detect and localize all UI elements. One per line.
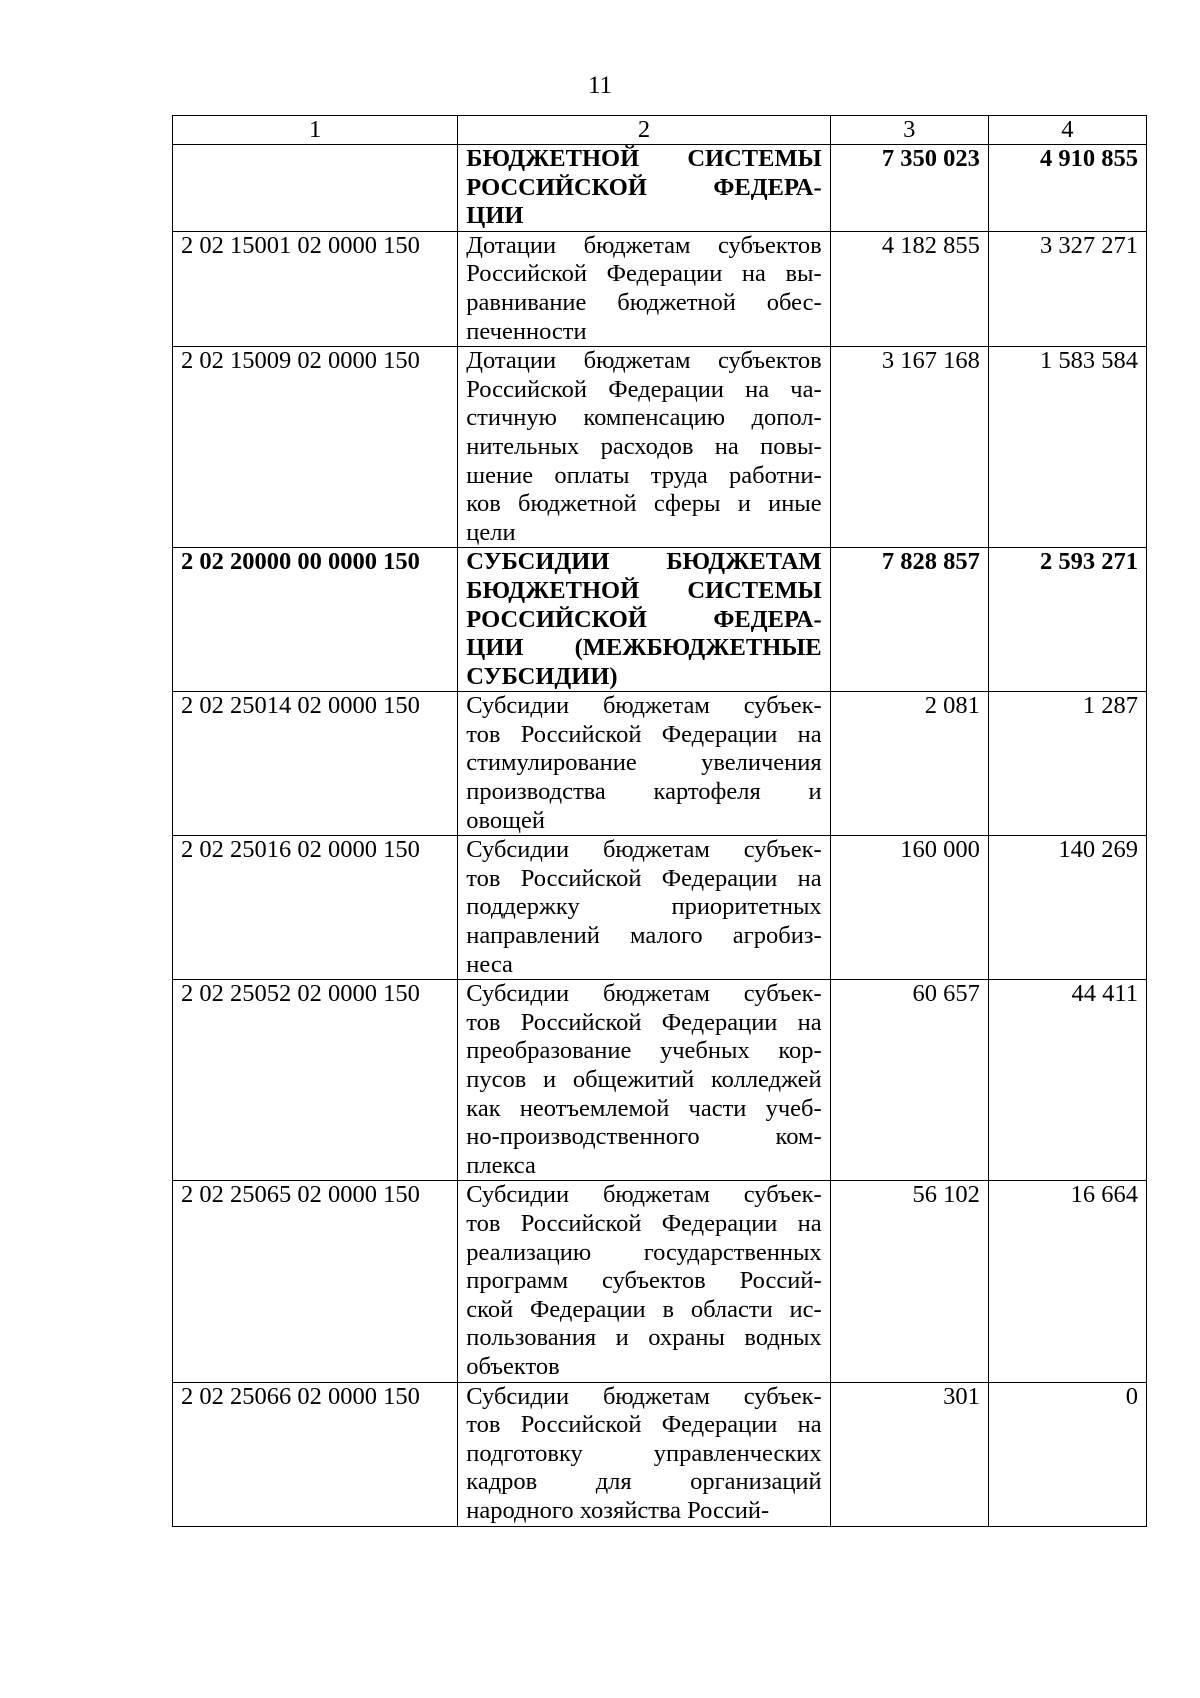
value-col3-cell: 60 657 (830, 980, 988, 1181)
description-line: объектов (466, 1352, 560, 1380)
description-cell (458, 692, 830, 836)
value-col4-cell: 1 287 (988, 692, 1146, 836)
description-line: Дотации бюджетам субъектов (466, 347, 822, 375)
description-line: Субсидии бюджетам субъек- (466, 980, 822, 1008)
description-line: Субсидии бюджетам субъек- (466, 1181, 822, 1209)
description-line: плекса (466, 1151, 536, 1179)
description-line: но-производственного ком- (466, 1123, 822, 1151)
column-header-3: 3 (830, 116, 988, 145)
value-col3-cell: 160 000 (830, 836, 988, 980)
description-cell (458, 836, 830, 980)
description-cell (458, 145, 830, 232)
description-cell (458, 548, 830, 692)
description-line: цели (466, 518, 516, 546)
description-line: ков бюджетной сферы и иные (466, 490, 822, 518)
table-row (173, 980, 1147, 1181)
description-line: поддержку приоритетных (466, 893, 822, 921)
value-col3-cell: 7 828 857 (830, 548, 988, 692)
description-line: стичную компенсацию допол- (466, 404, 822, 432)
value-col3-cell: 4 182 855 (830, 231, 988, 346)
description-line: Дотации бюджетам субъектов (466, 231, 822, 259)
description-line: кадров для организаций (466, 1468, 822, 1496)
budget-code-cell: 2 02 25014 02 0000 150 (173, 692, 458, 836)
description-line: СУБСИДИИ) (466, 662, 618, 690)
column-header-4: 4 (988, 116, 1146, 145)
description-line: пользования и охраны водных (466, 1324, 822, 1352)
description-line: производства картофеля и (466, 778, 822, 806)
description-line: БЮДЖЕТНОЙ СИСТЕМЫ (466, 145, 822, 172)
value-col4-cell: 16 664 (988, 1181, 1146, 1382)
table-header-row (173, 116, 1147, 145)
description-line: как неотъемлемой части учеб- (466, 1094, 822, 1122)
value-col3-cell: 56 102 (830, 1181, 988, 1382)
description-line: тов Российской Федерации на (466, 1008, 822, 1036)
description-line: направлений малого агробиз- (466, 922, 822, 950)
budget-code-cell: 2 02 15001 02 0000 150 (173, 231, 458, 346)
description-line: СУБСИДИИ БЮДЖЕТАМ (466, 548, 822, 576)
table-row (173, 145, 1147, 232)
budget-code-cell: 2 02 25066 02 0000 150 (173, 1382, 458, 1526)
budget-code-cell: 2 02 15009 02 0000 150 (173, 347, 458, 548)
description-line: Субсидии бюджетам субъек- (466, 692, 822, 720)
table-row (173, 347, 1147, 548)
value-col4-cell: 3 327 271 (988, 231, 1146, 346)
budget-code-cell: 2 02 25052 02 0000 150 (173, 980, 458, 1181)
description-line: тов Российской Федерации на (466, 1209, 822, 1237)
budget-code-cell: 2 02 20000 00 0000 150 (173, 548, 458, 692)
value-col4-cell: 140 269 (988, 836, 1146, 980)
table-row (173, 836, 1147, 980)
description-line: ЦИИ (466, 202, 524, 230)
description-cell (458, 1382, 830, 1526)
description-line: нительных расходов на повы- (466, 432, 822, 460)
description-line: тов Российской Федерации на (466, 720, 822, 748)
description-line: программ субъектов Россий- (466, 1267, 822, 1295)
description-line: реализацию государственных (466, 1238, 822, 1266)
budget-table (172, 115, 1147, 1527)
description-line: БЮДЖЕТНОЙ СИСТЕМЫ (466, 576, 822, 604)
value-col3-cell: 2 081 (830, 692, 988, 836)
page-number: 11 (587, 72, 613, 99)
description-line: печенности (466, 317, 587, 345)
budget-code-cell: 2 02 25016 02 0000 150 (173, 836, 458, 980)
value-col4-cell: 2 593 271 (988, 548, 1146, 692)
table-row (173, 231, 1147, 346)
description-line: ЦИИ (МЕЖБЮДЖЕТНЫЕ (466, 634, 822, 662)
description-line: Российской Федерации на вы- (466, 260, 822, 288)
description-cell (458, 1181, 830, 1382)
description-line: равнивание бюджетной обес- (466, 288, 822, 316)
column-header-2: 2 (458, 116, 830, 145)
value-col4-cell: 0 (988, 1382, 1146, 1526)
description-line: Субсидии бюджетам субъек- (466, 1382, 822, 1410)
description-line: неса (466, 950, 513, 978)
value-col4-cell: 44 411 (988, 980, 1146, 1181)
description-cell (458, 980, 830, 1181)
description-line: преобразование учебных кор- (466, 1037, 822, 1065)
table-row (173, 548, 1147, 692)
budget-code-cell: 2 02 25065 02 0000 150 (173, 1181, 458, 1382)
table-row (173, 1181, 1147, 1382)
description-line: тов Российской Федерации на (466, 1411, 822, 1439)
description-line: подготовку управленческих (466, 1439, 822, 1467)
description-line: народного хозяйства Россий- (466, 1496, 770, 1524)
description-line: стимулирование увеличения (466, 749, 822, 777)
budget-code-cell (173, 145, 458, 232)
value-col4-cell: 4 910 855 (988, 145, 1146, 232)
value-col3-cell: 3 167 168 (830, 347, 988, 548)
column-header-1: 1 (173, 116, 458, 145)
value-col3-cell: 301 (830, 1382, 988, 1526)
description-line: Российской Федерации на ча- (466, 375, 822, 403)
description-cell (458, 347, 830, 548)
table-body (173, 145, 1147, 1527)
description-line: Субсидии бюджетам субъек- (466, 836, 822, 864)
value-col3-cell: 7 350 023 (830, 145, 988, 232)
description-line: тов Российской Федерации на (466, 864, 822, 892)
table-row (173, 1382, 1147, 1526)
description-line: РОССИЙСКОЙ ФЕДЕРА- (466, 173, 822, 201)
table-row (173, 692, 1147, 836)
description-line: пусов и общежитий колледжей (466, 1066, 822, 1093)
description-line: овощей (466, 806, 546, 834)
description-line: РОССИЙСКОЙ ФЕДЕРА- (466, 605, 822, 633)
value-col4-cell: 1 583 584 (988, 347, 1146, 548)
description-line: шение оплаты труда работни- (466, 461, 822, 489)
description-cell (458, 231, 830, 346)
description-line: ской Федерации в области ис- (466, 1295, 822, 1323)
